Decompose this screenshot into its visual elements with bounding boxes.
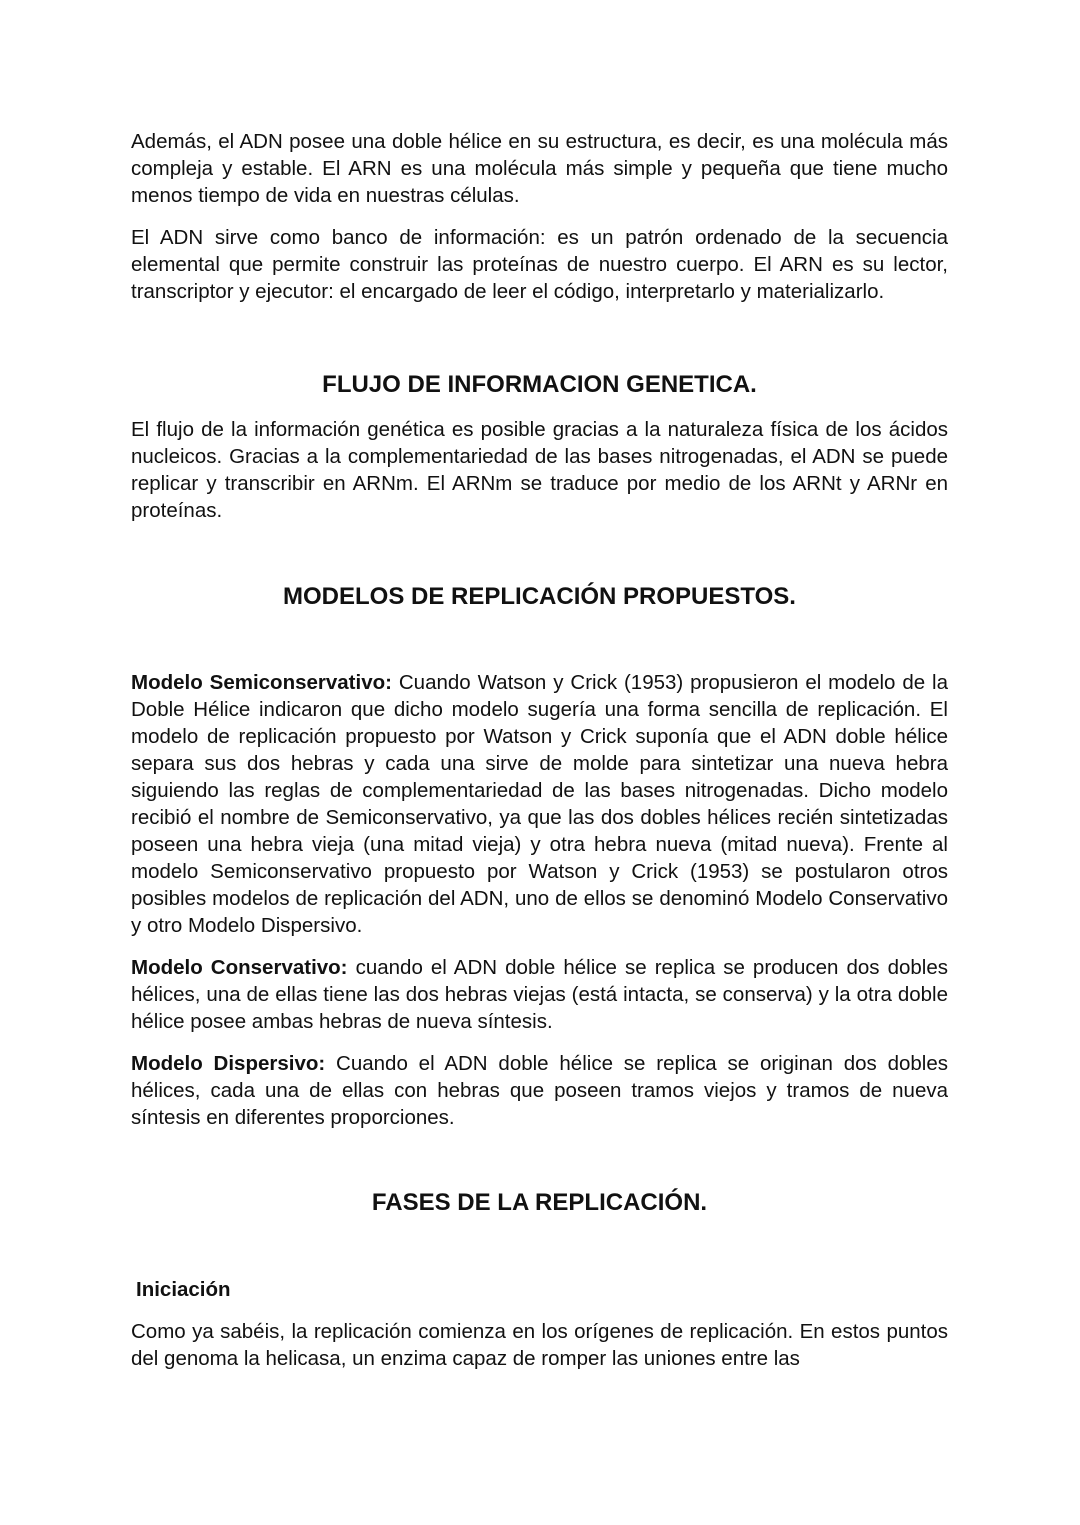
subtitle-iniciacion: Iniciación xyxy=(136,1278,231,1301)
flujo-paragraph: El flujo de la información genética es posible gracias a la naturaleza física de los ácidos nucleicos. Gracias a la complementariedad de las bases nitrogenadas, el ADN se puede replicar y transcribir en ARNm. El ARNm se traduce por medio de los ARNt y ARNr en proteínas. xyxy=(131,418,948,522)
modelo-conservativo-text: cuando el ADN doble hélice se replica se producen dos dobles hélices, una de ellas tiene las dos hebras viejas (está intacta, se conserva) y la otra doble hélice posee ambas hebras de nueva síntesis. xyxy=(131,956,948,1033)
modelo-dispersivo-text: Cuando el ADN doble hélice se replica se originan dos dobles hélices, cada una de ellas con hebras que poseen tramos viejos y tramos de nueva síntesis en diferentes proporciones. xyxy=(131,1052,948,1129)
modelo-conservativo-paragraph xyxy=(131,954,948,1035)
section-title-modelos: MODELOS DE REPLICACIÓN PROPUESTOS. xyxy=(283,583,796,610)
modelo-semiconservativo-text: Cuando Watson y Crick (1953) propusieron el modelo de la Doble Hélice indicaron que dicho modelo sugería una forma sencilla de replicación. El modelo de replicación propuesto por Watson y Crick suponía que el ADN doble hélice separa sus dos hebras y cada una sirve de molde para sintetizar una nueva hebra siguiendo las reglas de complementariedad de las bases nitrogenadas. Dicho modelo recibió el nombre de Semiconservativo, ya que las dos dobles hélices recién sintetizadas poseen una hebra vieja (una mitad vieja) y otra hebra nueva (mitad nueva). Frente al modelo Semiconservativo propuesto por Watson y Crick (1953) se postularon otros posibles modelos de replicación del ADN, uno de ellos se denominó Modelo Conservativo y otro Modelo Dispersivo. xyxy=(131,671,948,937)
modelo-dispersivo-paragraph xyxy=(131,1050,948,1131)
intro-paragraph-2: El ADN sirve como banco de información: es un patrón ordenado de la secuencia elemental que permite construir las proteínas de nuestro cuerpo. El ARN es su lector, transcriptor y ejecutor: el encargado de leer el código, interpretarlo y materializarlo. xyxy=(131,226,948,303)
modelo-semiconservativo-lead: Modelo Semiconservativo: xyxy=(131,671,392,694)
document-page xyxy=(131,128,948,1372)
intro-paragraph-1: Además, el ADN posee una doble hélice en su estructura, es decir, es una molécula más compleja y estable. El ARN es una molécula más simple y pequeña que tiene mucho menos tiempo de vida en nuestras células. xyxy=(131,130,948,207)
modelo-dispersivo-lead: Modelo Dispersivo: xyxy=(131,1052,326,1075)
section-title-flujo: FLUJO DE INFORMACION GENETICA. xyxy=(322,371,757,398)
iniciacion-paragraph: Como ya sabéis, la replicación comienza en los orígenes de replicación. En estos puntos del genoma la helicasa, un enzima capaz de romper las uniones entre las xyxy=(131,1320,948,1370)
modelo-conservativo-lead: Modelo Conservativo: xyxy=(131,956,348,979)
modelo-semiconservativo-paragraph xyxy=(131,669,948,939)
section-title-fases: FASES DE LA REPLICACIÓN. xyxy=(371,1189,708,1216)
